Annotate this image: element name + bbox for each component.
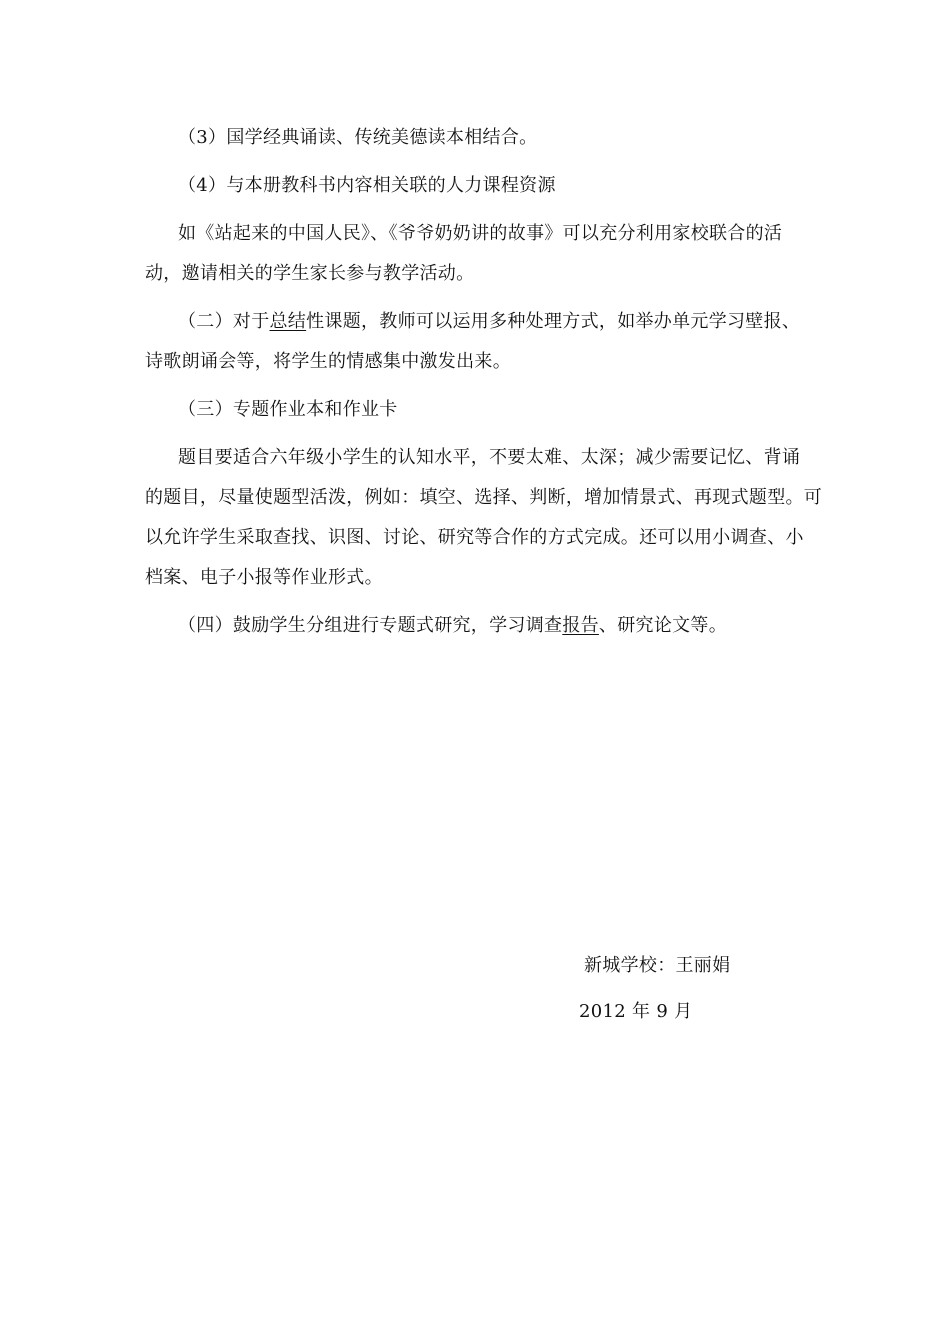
paragraph-topics-line2: 的题目，尽量使题型活泼，例如：填空、选择、判断，增加情景式、再现式题型。可 [145, 487, 823, 508]
paragraph-4-resources: （4）与本册教科书内容相关联的人力课程资源 [178, 175, 556, 196]
paragraph-3-classics: （3）国学经典诵读、传统美德读本相结合。 [178, 127, 538, 148]
signature-date: 2012 年 9 月 [579, 1001, 693, 1022]
paragraph-four-prefix: （四）鼓励学生分组进行专题式研究，学习调查 [178, 615, 563, 636]
paragraph-example-line1: 如《站起来的中国人民》、《爷爷奶奶讲的故事》可以充分利用家校联合的活 [178, 223, 783, 244]
signature-school-author: 新城学校：王丽娟 [584, 955, 731, 976]
paragraph-topics-line1: 题目要适合六年级小学生的认知水平，不要太难、太深；减少需要记忆、背诵 [178, 447, 801, 468]
summary-underlined-term: 总结 [269, 311, 307, 332]
paragraph-three-heading: （三）专题作业本和作业卡 [178, 399, 398, 420]
paragraph-topics-line4: 档案、电子小报等作业形式。 [145, 567, 383, 588]
paragraph-example-line2: 动，邀请相关的学生家长参与教学活动。 [145, 263, 475, 284]
report-underlined-term: 报告 [562, 615, 599, 636]
paragraph-four-suffix: 、研究论文等。 [598, 615, 728, 636]
paragraph-two-prefix: （二）对于 [178, 311, 270, 332]
paragraph-two-line2: 诗歌朗诵会等，将学生的情感集中激发出来。 [145, 351, 511, 372]
paragraph-two-rest: 性课题，教师可以运用多种处理方式，如举办单元学习壁报、 [306, 311, 801, 332]
paragraph-two-line1 [178, 310, 800, 334]
paragraph-four [178, 614, 727, 638]
paragraph-topics-line3: 以允许学生采取查找、识图、讨论、研究等合作的方式完成。还可以用小调查、小 [145, 527, 804, 548]
